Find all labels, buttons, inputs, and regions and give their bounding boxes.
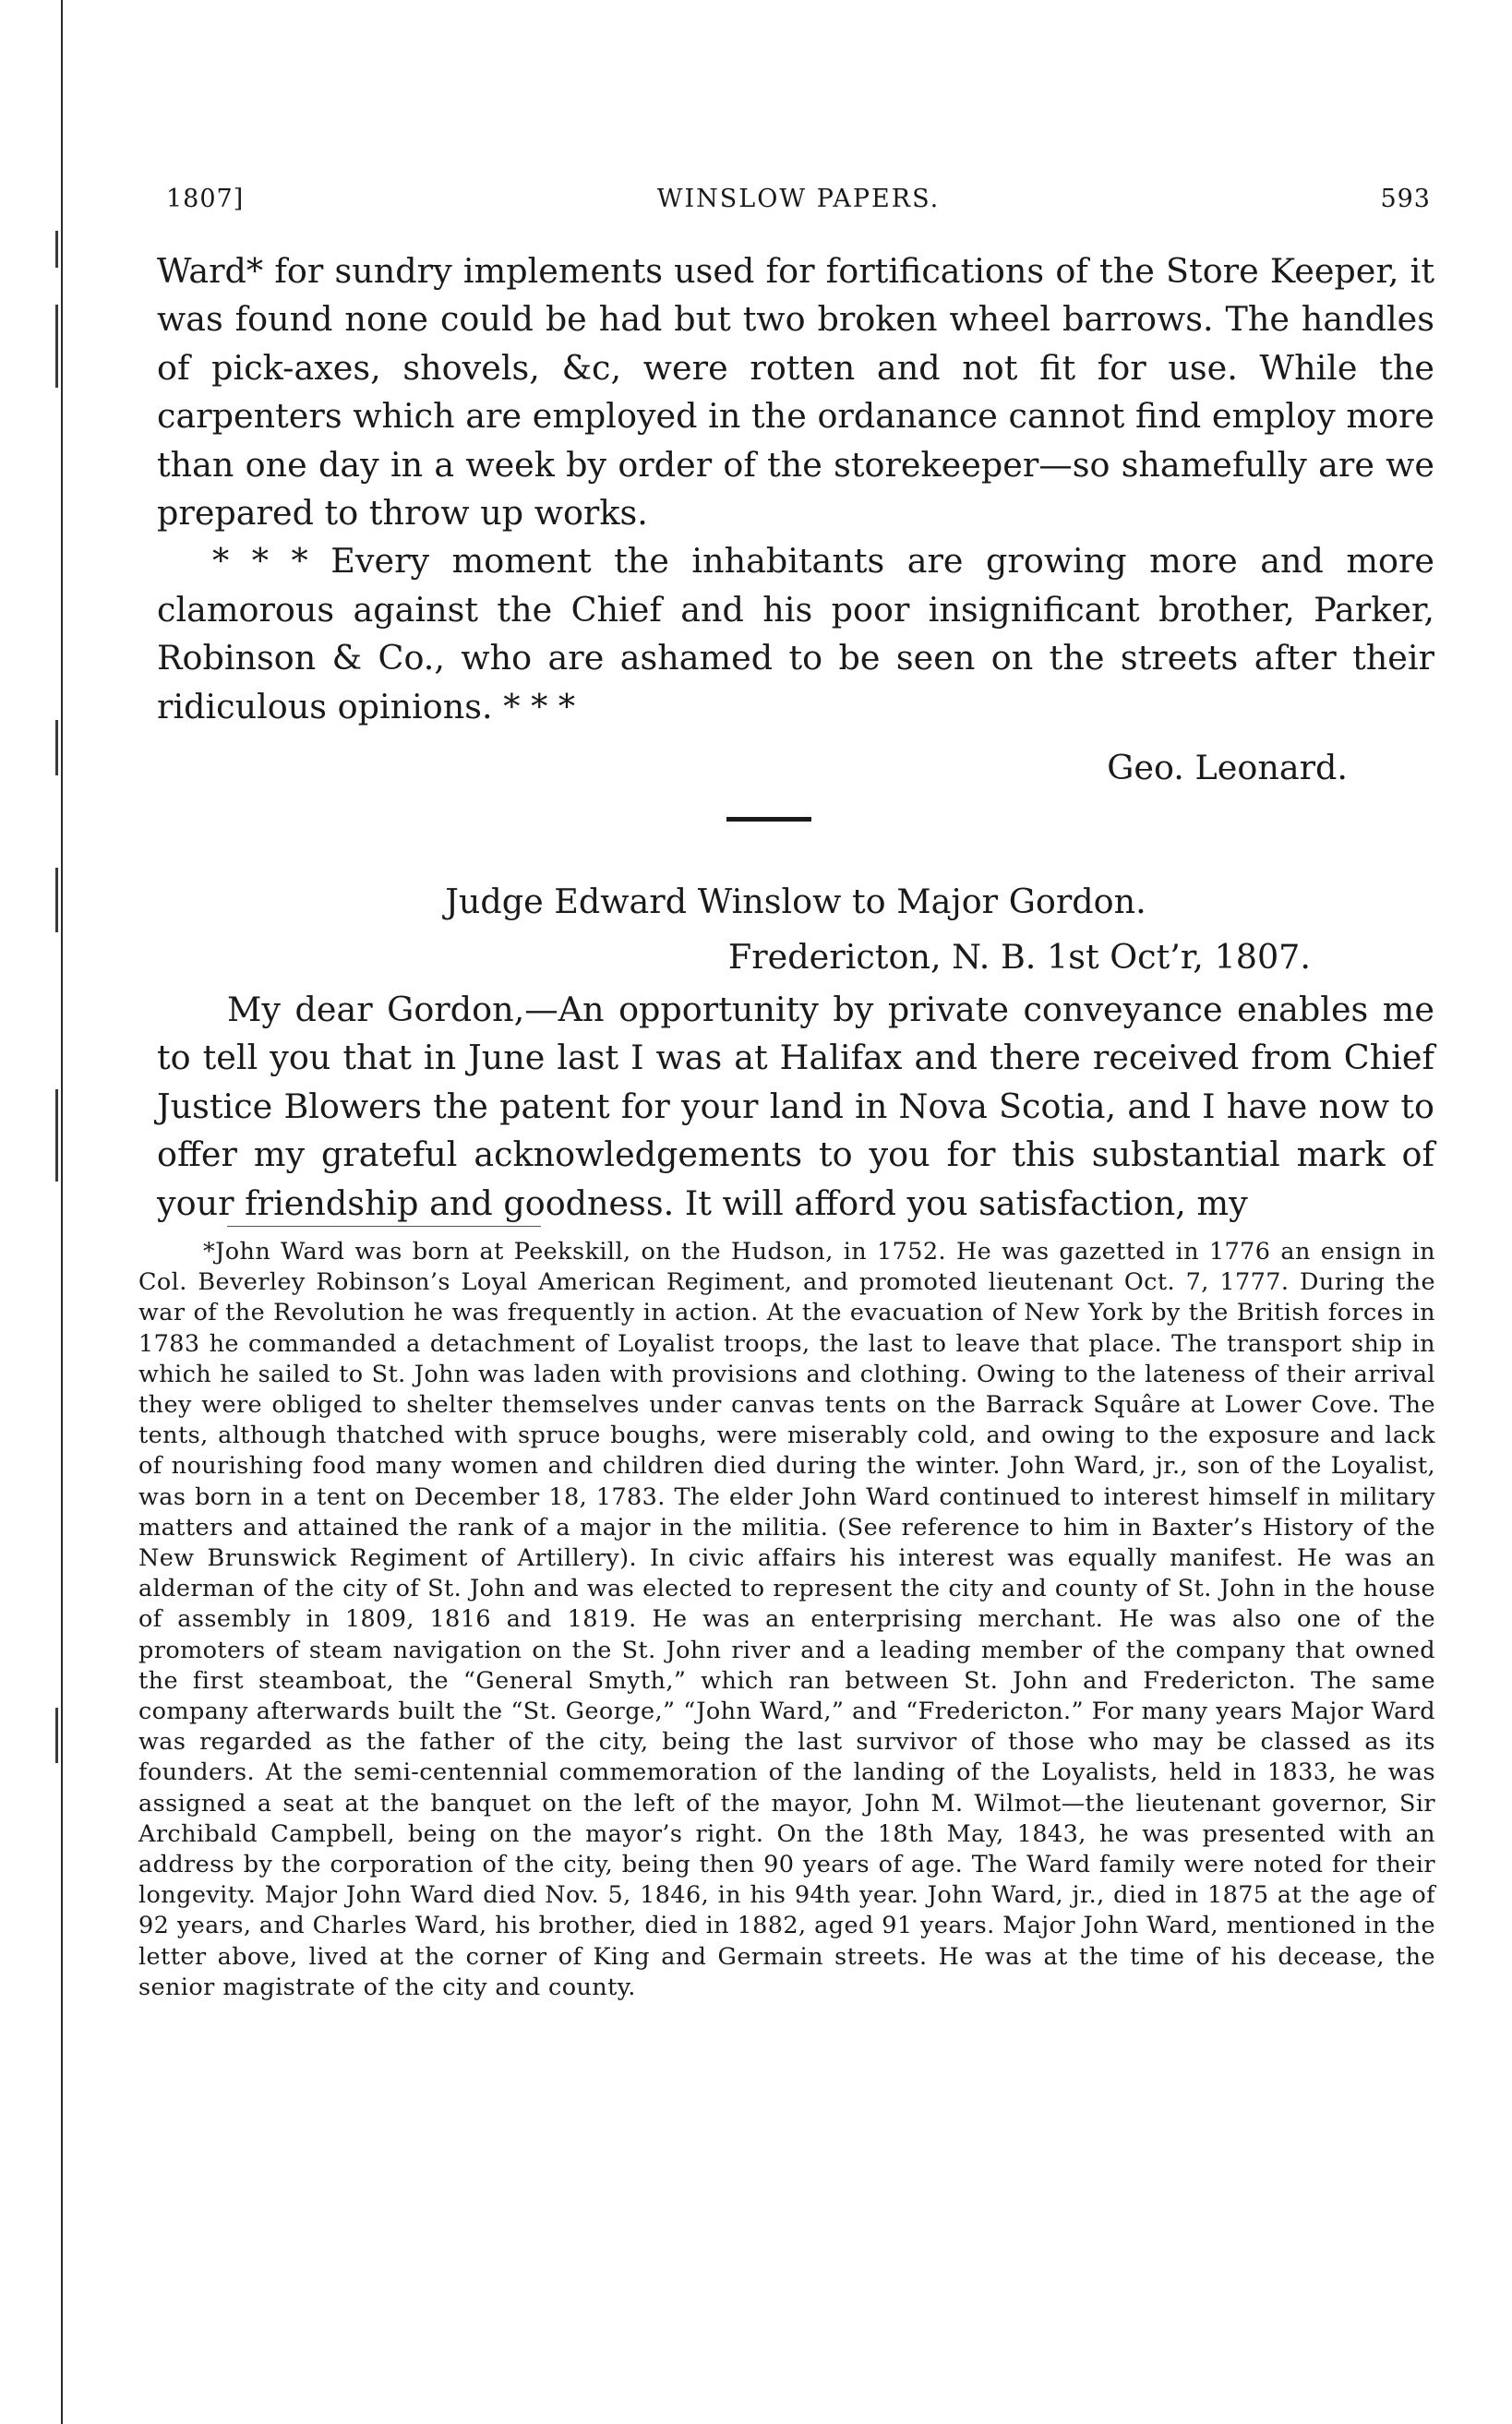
footnote	[138, 1237, 1435, 2003]
running-header	[166, 185, 1431, 218]
page-binding-edge	[61, 0, 63, 2424]
paragraph: My dear Gordon,—An opportunity by private conveyance enables me to tell you that in June last I was at Halifax and there received from Chief Justice Blowers the patent for your land in Nova Scotia, and I have now to offer my grateful acknowledgements to you for this substantial mark of your friendship and goodness. It will afford you satisfaction, my	[157, 990, 1434, 1223]
header-year: 1807]	[166, 185, 245, 213]
page-number: 593	[1380, 185, 1431, 213]
paragraph: * * * Every moment the inhabitants are growing more and more clamorous against the Chief and his poor insignificant brother, Parker, Robinson & Co., who are ashamed to be seen on the streets after their ridiculous opinions. * * *	[157, 541, 1434, 726]
binding-mark	[55, 305, 58, 388]
letter-dateline: Fredericton, N. B. 1st Oct’r, 1807.	[727, 937, 1311, 977]
section-divider	[726, 817, 811, 822]
binding-mark	[55, 231, 58, 268]
footnote-text: *John Ward was born at Peekskill, on the Hudson, in 1752. He was gazetted in 1776 an ensign in Col. Beverley Robinson’s Loyal American Regiment, and promoted lieutenant Oct. 7, 1777. During the war of the Revolution he was frequently in action. At the evacuation of New York by the British forces in 1783 he commanded a detachment of Loyalist troops, the last to leave that place. The transport ship in which he sailed to St. John was laden with provisions and clothing. Owing to the lateness of their arrival they were obliged to shelter themselves under canvas tents on the Barrack Squâre at Lower Cove. The tents, although thatched with spruce boughs, were miserably cold, and owing to the exposure and lack of nourishing food many women and children died during the winter. John Ward, jr., son of the Loyalist, was born in a tent on December 18, 1783. The elder John Ward continued to interest himself in military matters and attained the rank of a major in the militia. (See reference to him in Baxter’s History of the New Brunswick Regiment of Artillery). In civic affairs his interest was equally manifest. He was an alderman of the city of St. John and was elected to represent the city and county of St. John in the house of assembly in 1809, 1816 and 1819. He was an enterprising merchant. He was also one of the promoters of steam navigation on the St. John river and a leading member of the company that owned the first steamboat, the “General Smyth,” which ran between St. John and Fredericton. The same company afterwards built the “St. George,” “John Ward,” and “Fredericton.” For many years Major Ward was regarded as the father of the city, being the last survivor of those who may be classed as its founders. At the semi-centennial commemoration of the landing of the Loyalists, held in 1833, he was assigned a seat at the banquet on the left of the mayor, John M. Wilmot—the lieutenant governor, Sir Archibald Campbell, being on the mayor’s right. On the 18th May, 1843, he was presented with an address by the corporation of the city, being then 90 years of age. The Ward family were noted for their longevity. Major John Ward died Nov. 5, 1846, in his 94th year. John Ward, jr., died in 1875 at the age of 92 years, and Charles Ward, his brother, died in 1882, aged 91 years. Major John Ward, mentioned in the letter above, lived at the corner of King and Germain streets. He was at the time of his decease, the senior magistrate of the city and county.	[138, 1238, 1435, 2001]
letter-body	[157, 986, 1434, 1228]
binding-mark	[55, 1708, 58, 1763]
letter-heading: Judge Edward Winslow to Major Gordon.	[445, 882, 1146, 921]
header-title: WINSLOW PAPERS.	[656, 185, 941, 213]
binding-mark	[55, 868, 58, 932]
continued-letter-text	[157, 247, 1434, 731]
binding-mark	[55, 720, 58, 775]
binding-mark	[55, 1089, 58, 1182]
signature: Geo. Leonard.	[1107, 748, 1348, 787]
footnote-divider	[227, 1226, 541, 1227]
paragraph: Ward* for sundry implements used for fortifications of the Store Keeper, it was found none could be had but two broken wheel barrows. The handles of pick-axes, shovels, &c, were rotten and not fit for use. While the carpenters which are employed in the ordanance cannot find employ more than one day in a week by order of the storekeeper—so shamefully are we prepared to throw up works.	[157, 251, 1434, 534]
